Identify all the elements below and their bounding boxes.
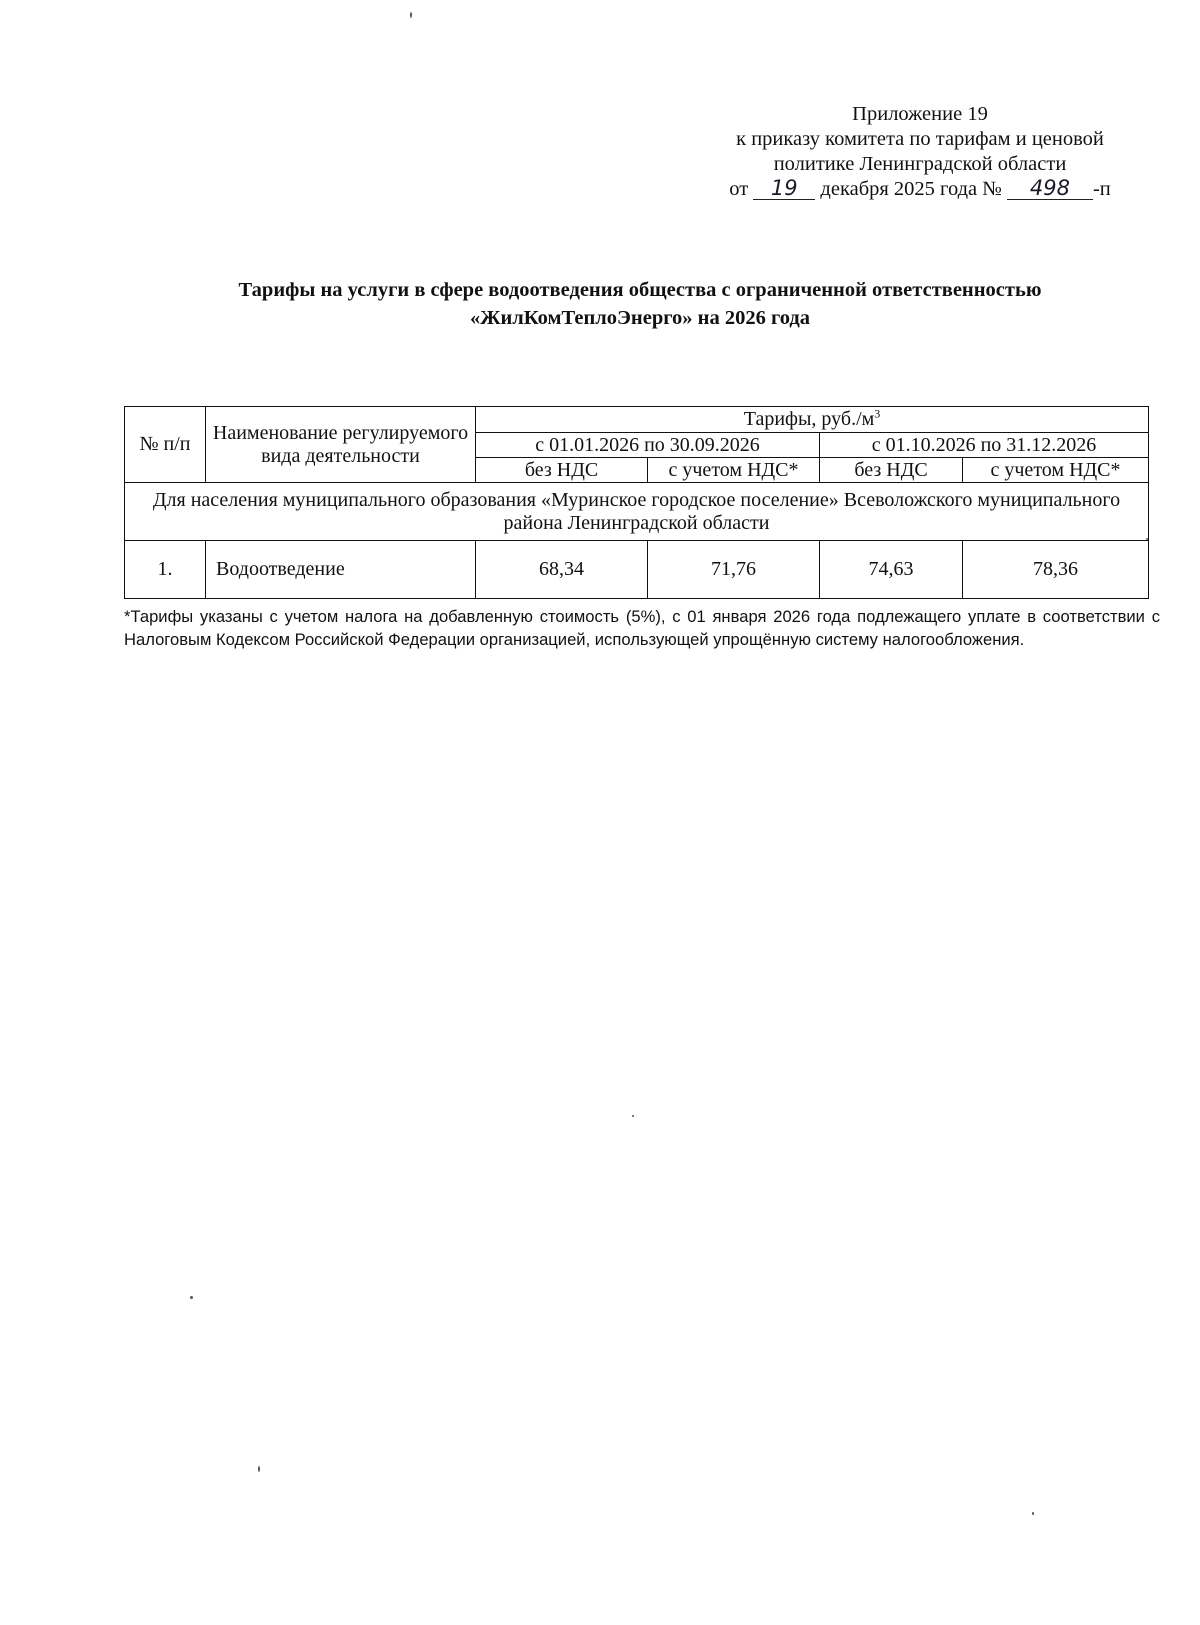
header-p1-without-vat: без НДС — [476, 458, 648, 483]
header-p1-with-vat: с учетом НДС* — [648, 458, 820, 483]
header-tariffs — [476, 407, 1149, 433]
row-p2-with-vat: 78,36 — [963, 541, 1149, 599]
document-title — [110, 276, 1170, 332]
appendix-date-line — [690, 177, 1150, 202]
scan-speck — [258, 1466, 260, 1472]
header-period-1: с 01.01.2026 по 30.09.2026 — [476, 433, 820, 458]
appendix-header — [690, 102, 1150, 202]
handwritten-order-number: 498 — [1007, 177, 1093, 200]
appendix-committee: политике Ленинградской области — [773, 153, 1067, 175]
header-p2-with-vat: с учетом НДС* — [963, 458, 1149, 483]
date-prefix: от — [729, 178, 749, 200]
table-row — [125, 541, 1149, 599]
table-group-row — [125, 483, 1149, 541]
row-p1-with-vat: 71,76 — [648, 541, 820, 599]
appendix-number: Приложение 19 — [852, 103, 988, 125]
header-number: № п/п — [125, 407, 206, 483]
scan-speck — [1032, 1512, 1034, 1515]
header-activity — [206, 407, 476, 483]
title-line-2: «ЖилКомТеплоЭнерго» на 2026 года — [469, 307, 811, 329]
row-p2-without-vat: 74,63 — [820, 541, 963, 599]
appendix-order-ref: к приказу комитета по тарифам и ценовой — [736, 128, 1104, 150]
row-number: 1. — [125, 541, 206, 599]
order-suffix: -п — [1092, 178, 1111, 200]
header-p2-without-vat: без НДС — [820, 458, 963, 483]
table-header-row — [125, 407, 1149, 433]
header-tariffs-text: Тарифы, руб./м — [743, 408, 875, 430]
group-label: Для населения муниципального образования «Муринское городское поселение» Всеволожского муниципального района Ленинградской области — [125, 483, 1149, 541]
scan-speck — [410, 12, 412, 18]
header-tariffs-sup: 3 — [874, 406, 881, 421]
date-middle: декабря 2025 года № — [820, 178, 1002, 200]
row-p1-without-vat: 68,34 — [476, 541, 648, 599]
footnote: *Тарифы указаны с учетом налога на добавленную стоимость (5%), с 01 января 2026 года подлежащего уплате в соответствии с Налоговым Кодексом Российской Федерации организацией, использующей упрощённую систему налогообложения. — [124, 607, 1160, 649]
scan-speck — [632, 1115, 634, 1117]
handwritten-day: 19 — [753, 177, 815, 200]
title-line-1: Тарифы на услуги в сфере водоотведения общества с ограниченной ответственностью — [238, 279, 1042, 301]
header-activity-text: Наименование регулируемого вида деятельности — [212, 421, 469, 467]
scan-speck — [190, 1296, 193, 1299]
tariffs-table — [124, 406, 1149, 599]
row-activity: Водоотведение — [206, 541, 476, 599]
header-period-2: с 01.10.2026 по 31.12.2026 — [820, 433, 1149, 458]
